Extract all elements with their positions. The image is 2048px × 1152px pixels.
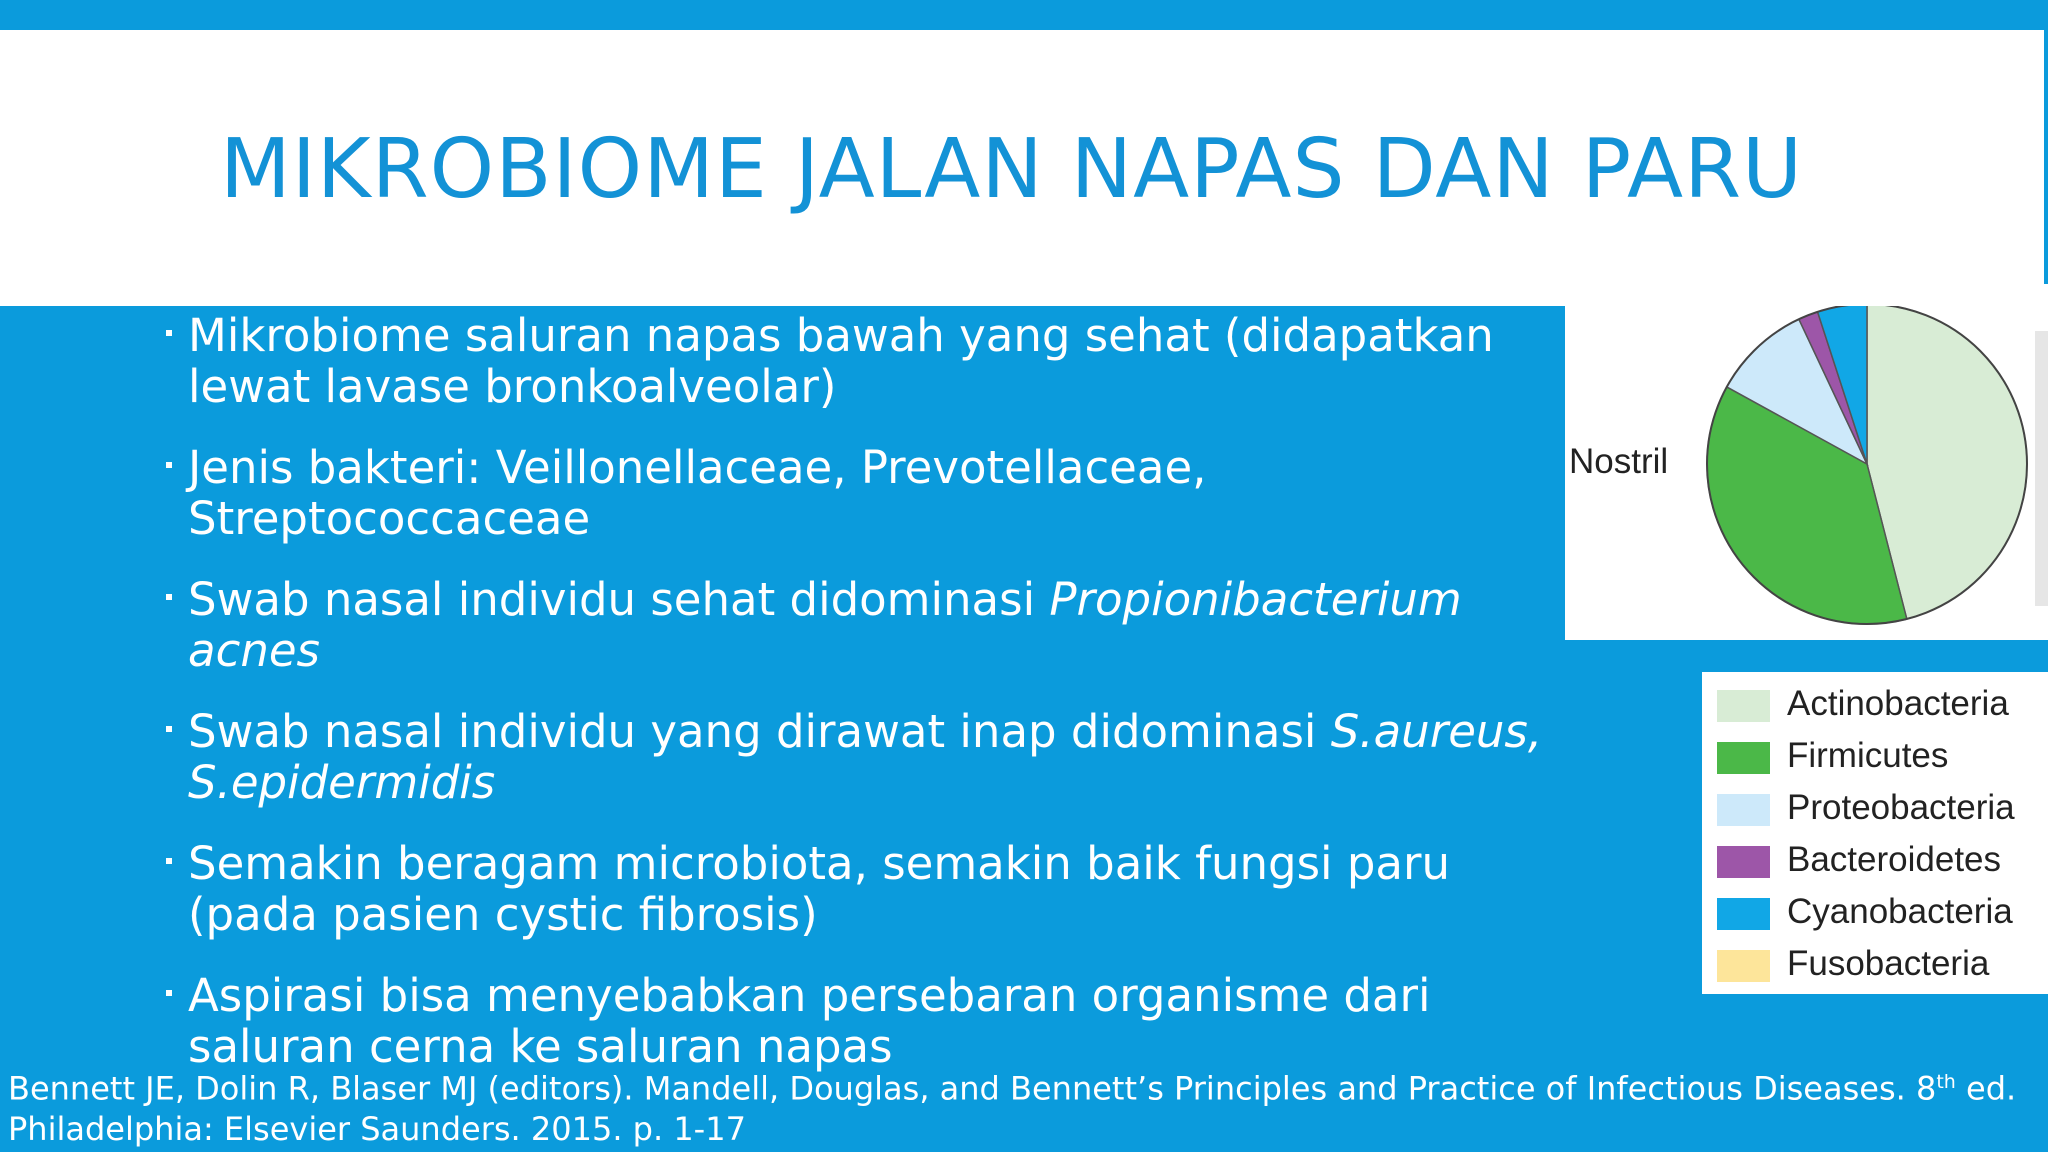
citation-line-1-end: ed.	[1955, 1069, 2017, 1108]
legend-label: Cyanobacteria	[1787, 892, 2013, 931]
bullet-text: Semakin beragam microbiota, semakin baik fungsi paru (pada pasien cystic fibrosis)	[188, 837, 1450, 941]
pie-label: Nostril	[1569, 442, 1669, 481]
bullet-text: Swab nasal individu sehat didominasi	[188, 573, 1050, 626]
bullet-text: Jenis bakteri: Veillonellaceae, Prevotellaceae, Streptococcaceae	[188, 441, 1207, 545]
legend-swatch-proteobacteria	[1717, 794, 1770, 826]
bullet-marker-icon	[166, 858, 172, 864]
bullet-item	[160, 574, 1560, 676]
legend-label: Firmicutes	[1787, 736, 1949, 775]
bullet-item	[160, 442, 1560, 544]
legend-swatch-fusobacteria	[1717, 950, 1770, 982]
citation-line-1: Bennett JE, Dolin R, Blaser MJ (editors). Mandell, Douglas, and Bennett’s Principles and Practice of Infectious Diseases. 8	[8, 1069, 1937, 1108]
legend-label: Bacteroidetes	[1787, 840, 2002, 879]
legend-label: Actinobacteria	[1787, 684, 2009, 723]
pie-chart	[1565, 306, 2048, 640]
bullet-italic-text: S.aureus, S.epidermidis	[188, 705, 1543, 809]
legend-swatch-cyanobacteria	[1717, 898, 1770, 930]
pie-slices	[1707, 306, 2027, 624]
bullet-text: Aspirasi bisa menyebabkan persebaran organisme dari saluran cerna ke saluran napas	[188, 969, 1431, 1073]
top-band	[0, 0, 2048, 30]
slide-title: MIKROBIOME JALAN NAPAS DAN PARU	[220, 122, 1804, 217]
bullet-marker-icon	[166, 330, 172, 336]
citation	[8, 1062, 2016, 1149]
bullet-italic-text: Propionibacterium acnes	[188, 573, 1462, 677]
bullet-list	[160, 310, 1560, 1102]
bullet-marker-icon	[166, 990, 172, 996]
right-edge-strip	[2044, 30, 2048, 284]
bullet-text: Swab nasal individu yang dirawat inap didominasi	[188, 705, 1331, 758]
legend-label: Fusobacteria	[1787, 944, 1990, 983]
bullet-marker-icon	[166, 462, 172, 468]
bullet-item	[160, 838, 1560, 940]
legend-swatch-actinobacteria	[1717, 690, 1770, 722]
bullet-item	[160, 706, 1560, 808]
zoom-shadow	[2035, 331, 2048, 606]
pie-chart-panel	[1565, 306, 2048, 640]
legend-swatch-bacteroidetes	[1717, 846, 1770, 878]
citation-line-2: Philadelphia: Elsevier Saunders. 2015. p. 1-17	[8, 1109, 746, 1148]
bullet-marker-icon	[166, 726, 172, 732]
bullet-item	[160, 310, 1560, 412]
bullet-text: Mikrobiome saluran napas bawah yang sehat (didapatkan lewat lavase bronkoalveolar)	[188, 309, 1494, 413]
bullet-marker-icon	[166, 594, 172, 600]
legend-swatch-firmicutes	[1717, 742, 1770, 774]
chart-legend	[1702, 672, 2048, 994]
legend-label: Proteobacteria	[1787, 788, 2015, 827]
bullet-item	[160, 970, 1560, 1072]
citation-superscript: th	[1936, 1071, 1956, 1093]
